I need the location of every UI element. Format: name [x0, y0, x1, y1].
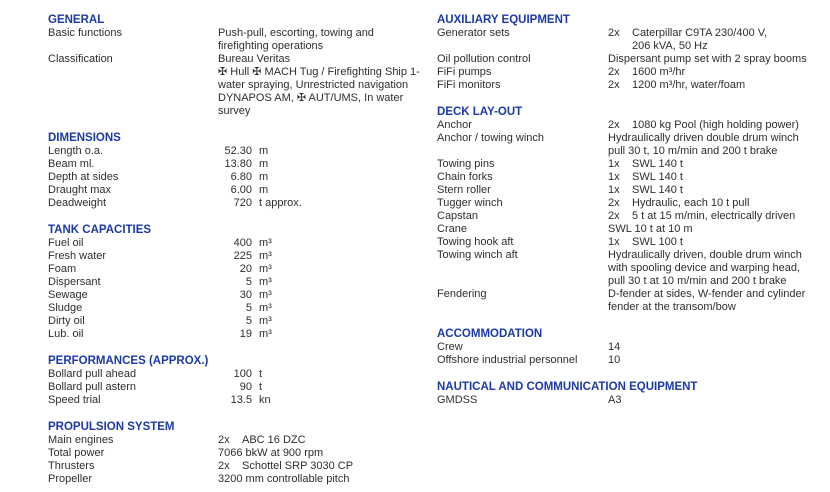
- spec-value-text: 7066 bkW at 900 rpm: [218, 447, 324, 459]
- spec-quantity: 1x: [608, 171, 620, 183]
- spec-row: [48, 53, 430, 118]
- spec-value-text: with spooling device and warping head,: [608, 262, 801, 274]
- spec-label: Basic functions: [48, 27, 122, 39]
- spec-section: [437, 328, 827, 367]
- spec-value-line: [218, 473, 430, 486]
- spec-value-line: [218, 53, 430, 66]
- spec-value-line: [608, 210, 827, 223]
- section-title: PERFORMANCES (APPROX.): [48, 355, 209, 367]
- spec-row: [437, 53, 827, 66]
- spec-section: [437, 106, 827, 314]
- spec-value-line: [608, 288, 827, 301]
- spec-value-text: 1200 m³/hr, water/foam: [632, 79, 746, 91]
- spec-quantity: 2x: [608, 210, 620, 222]
- spec-value-text: 10: [608, 354, 621, 366]
- spec-label: Sewage: [48, 289, 88, 301]
- spec-value: [608, 341, 827, 354]
- spec-value: [218, 447, 430, 460]
- spec-value: [608, 223, 827, 236]
- spec-row: [437, 249, 827, 288]
- spec-unit: m³: [259, 263, 272, 275]
- spec-label: Propeller: [48, 473, 93, 485]
- spec-row: [437, 132, 827, 158]
- spec-unit: t: [259, 381, 263, 393]
- spec-value-line: [608, 184, 827, 197]
- spec-value-line: [608, 171, 827, 184]
- spec-value-text: 3200 mm controllable pitch: [218, 473, 350, 485]
- spec-value: [218, 289, 430, 302]
- spec-value: [608, 288, 827, 314]
- spec-label: Depth at sides: [48, 171, 119, 183]
- spec-quantity: 2x: [218, 460, 230, 472]
- left-column: [48, 8, 430, 486]
- spec-value-text: 1600 m³/hr: [632, 66, 686, 78]
- spec-value-text: Bureau Veritas: [218, 53, 291, 65]
- spec-number: 13.80: [224, 158, 252, 170]
- section-title: DECK LAY-OUT: [437, 106, 523, 118]
- spec-value-text: 14: [608, 341, 621, 353]
- spec-value-text: ✠ Hull ✠ MACH Tug / Firefighting Ship 1-: [218, 66, 420, 78]
- spec-label: Main engines: [48, 434, 114, 446]
- spec-quantity: 1x: [608, 158, 620, 170]
- spec-unit: t approx.: [259, 197, 302, 209]
- spec-value-text: pull 30 t, 10 m/min and 200 t brake: [608, 145, 778, 157]
- spec-row: [48, 184, 430, 197]
- spec-row: [437, 288, 827, 314]
- spec-value: [218, 184, 430, 197]
- spec-label: FiFi pumps: [437, 66, 492, 78]
- spec-row: [437, 184, 827, 197]
- spec-quantity: 2x: [608, 197, 620, 209]
- spec-value: [218, 53, 430, 118]
- spec-label: Offshore industrial personnel: [437, 354, 578, 366]
- section-title: AUXILIARY EQUIPMENT: [437, 14, 570, 26]
- spec-value-text: SWL 140 t: [632, 184, 683, 196]
- spec-row: [437, 223, 827, 236]
- spec-value-text: Hydraulic, each 10 t pull: [632, 197, 750, 209]
- spec-value-text: Push-pull, escorting, towing and: [218, 27, 374, 39]
- spec-label: Bollard pull ahead: [48, 368, 137, 380]
- spec-row: [48, 276, 430, 289]
- spec-value: [218, 460, 430, 473]
- spec-row: [437, 341, 827, 354]
- spec-unit: m: [259, 171, 269, 183]
- spec-value-line: [218, 447, 430, 460]
- spec-row: [48, 394, 430, 407]
- spec-value-line: [608, 132, 827, 145]
- spec-value: [608, 236, 827, 249]
- spec-row: [437, 354, 827, 367]
- spec-number: 19: [239, 328, 252, 340]
- spec-quantity: 2x: [218, 434, 230, 446]
- spec-row: [437, 79, 827, 92]
- spec-quantity: 1x: [608, 184, 620, 196]
- spec-row: [437, 27, 827, 53]
- spec-label: Crane: [437, 223, 467, 235]
- spec-unit: m³: [259, 250, 272, 262]
- spec-label: Classification: [48, 53, 113, 65]
- spec-value: [608, 66, 827, 79]
- spec-value: [218, 276, 430, 289]
- section-title: ACCOMMODATION: [437, 328, 543, 340]
- spec-number: 400: [233, 237, 252, 249]
- spec-value: [608, 119, 827, 132]
- spec-unit: m³: [259, 237, 272, 249]
- spec-value: [218, 197, 430, 210]
- spec-value: [218, 145, 430, 158]
- spec-value-text: Caterpillar C9TA 230/400 V,: [632, 27, 768, 39]
- spec-unit: m³: [259, 315, 272, 327]
- spec-quantity: 1x: [608, 236, 620, 248]
- spec-row: [437, 394, 827, 407]
- spec-row: [48, 328, 430, 341]
- spec-row: [48, 447, 430, 460]
- spec-label: Foam: [48, 263, 77, 275]
- spec-number: 13.5: [230, 394, 252, 406]
- spec-value-text: water spraying, Unrestricted navigation: [218, 79, 409, 91]
- right-column: [437, 8, 827, 407]
- spec-row: [48, 171, 430, 184]
- spec-label: Dirty oil: [48, 315, 85, 327]
- spec-value-line: [218, 66, 430, 79]
- spec-section: [48, 355, 430, 407]
- spec-value-text: SWL 10 t at 10 m: [608, 223, 693, 235]
- spec-value-line: [218, 460, 430, 473]
- spec-value-text: survey: [218, 105, 251, 117]
- spec-value: [218, 315, 430, 328]
- spec-label: Lub. oil: [48, 328, 84, 340]
- spec-section: [437, 381, 827, 407]
- spec-value-line: [218, 105, 430, 118]
- spec-label: Towing winch aft: [437, 249, 518, 261]
- spec-value-line: [218, 79, 430, 92]
- spec-value-text: firefighting operations: [218, 40, 324, 52]
- section-title: NAUTICAL AND COMMUNICATION EQUIPMENT: [437, 381, 698, 393]
- spec-row: [437, 236, 827, 249]
- spec-row: [48, 197, 430, 210]
- spec-row: [437, 197, 827, 210]
- spec-value-line: [608, 249, 827, 262]
- spec-value: [608, 53, 827, 66]
- spec-number: 5: [245, 315, 252, 327]
- spec-label: Capstan: [437, 210, 478, 222]
- spec-value-text: Schottel SRP 3030 CP: [242, 460, 354, 472]
- spec-value-line: [608, 197, 827, 210]
- spec-value: [608, 210, 827, 223]
- spec-row: [48, 473, 430, 486]
- spec-value-text: Hydraulically driven double drum winch: [608, 132, 799, 144]
- spec-value: [218, 302, 430, 315]
- spec-label: Chain forks: [437, 171, 493, 183]
- section-title: TANK CAPACITIES: [48, 224, 152, 236]
- spec-value: [218, 328, 430, 341]
- spec-label: Total power: [48, 447, 105, 459]
- spec-unit: m³: [259, 328, 272, 340]
- spec-value-line: [608, 27, 827, 40]
- spec-value-text: fender at the transom/bow: [608, 301, 736, 313]
- spec-number: 100: [233, 368, 252, 380]
- spec-number: 30: [239, 289, 252, 301]
- spec-value: [218, 171, 430, 184]
- spec-row: [48, 289, 430, 302]
- spec-value-line: [608, 40, 827, 53]
- spec-value: [608, 249, 827, 288]
- spec-value-text: 5 t at 15 m/min, electrically driven: [632, 210, 796, 222]
- spec-row: [48, 302, 430, 315]
- spec-row: [48, 460, 430, 473]
- spec-value-line: [608, 275, 827, 288]
- spec-label: Crew: [437, 341, 463, 353]
- spec-label: Draught max: [48, 184, 111, 196]
- spec-label: Fuel oil: [48, 237, 84, 249]
- spec-value: [608, 354, 827, 367]
- spec-value-line: [218, 92, 430, 105]
- spec-value: [218, 434, 430, 447]
- spec-row: [437, 171, 827, 184]
- spec-value-line: [608, 158, 827, 171]
- spec-row: [48, 434, 430, 447]
- spec-value-text: Dispersant pump set with 2 spray booms: [608, 53, 807, 65]
- spec-unit: m: [259, 158, 269, 170]
- spec-value: [608, 158, 827, 171]
- spec-row: [437, 66, 827, 79]
- spec-value-text: SWL 140 t: [632, 171, 683, 183]
- spec-label: Length o.a.: [48, 145, 104, 157]
- spec-value: [608, 197, 827, 210]
- spec-number: 52.30: [224, 145, 252, 157]
- spec-section: [48, 224, 430, 341]
- spec-label: Oil pollution control: [437, 53, 531, 65]
- spec-value: [608, 27, 827, 53]
- spec-value-line: [608, 354, 827, 367]
- spec-value-line: [608, 145, 827, 158]
- spec-value: [218, 394, 430, 407]
- spec-label: Anchor / towing winch: [437, 132, 544, 144]
- spec-row: [437, 210, 827, 223]
- spec-unit: m: [259, 145, 269, 157]
- spec-value-line: [608, 394, 827, 407]
- spec-label: Deadweight: [48, 197, 107, 209]
- spec-label: Anchor: [437, 119, 472, 131]
- spec-value: [218, 381, 430, 394]
- spec-label: Fresh water: [48, 250, 107, 262]
- spec-number: 6.80: [230, 171, 252, 183]
- spec-label: Beam ml.: [48, 158, 95, 170]
- spec-value: [218, 158, 430, 171]
- spec-value-text: 206 kVA, 50 Hz: [632, 40, 708, 52]
- spec-section: [437, 14, 827, 92]
- spec-number: 5: [245, 276, 252, 288]
- spec-value: [608, 394, 827, 407]
- spec-unit: kn: [259, 394, 271, 406]
- spec-number: 6.00: [230, 184, 252, 196]
- spec-value-text: ABC 16 DZC: [242, 434, 306, 446]
- spec-value-line: [218, 27, 430, 40]
- spec-value-text: Hydraulically driven, double drum winch: [608, 249, 802, 261]
- spec-row: [48, 158, 430, 171]
- spec-value-text: D-fender at sides, W-fender and cylinder: [608, 288, 806, 300]
- spec-number: 5: [245, 302, 252, 314]
- spec-value-line: [608, 301, 827, 314]
- spec-value-line: [608, 236, 827, 249]
- spec-value-text: DYNAPOS AM, ✠ AUT/UMS, In water: [218, 92, 404, 104]
- section-title: PROPULSION SYSTEM: [48, 421, 175, 433]
- spec-value: [218, 368, 430, 381]
- spec-value-line: [608, 66, 827, 79]
- spec-unit: m³: [259, 276, 272, 288]
- spec-value: [218, 237, 430, 250]
- spec-quantity: 2x: [608, 66, 620, 78]
- spec-row: [48, 381, 430, 394]
- section-title: GENERAL: [48, 14, 105, 26]
- spec-value: [218, 250, 430, 263]
- spec-label: Fendering: [437, 288, 487, 300]
- spec-row: [48, 237, 430, 250]
- spec-section: [48, 132, 430, 210]
- spec-value-text: pull 30 t at 10 m/min and 200 t brake: [608, 275, 787, 287]
- spec-value-text: SWL 100 t: [632, 236, 683, 248]
- spec-row: [48, 315, 430, 328]
- spec-unit: m³: [259, 302, 272, 314]
- spec-value-text: 1080 kg Pool (high holding power): [632, 119, 799, 131]
- spec-label: Towing pins: [437, 158, 495, 170]
- spec-value-line: [218, 434, 430, 447]
- spec-value: [608, 171, 827, 184]
- spec-label: Thrusters: [48, 460, 95, 472]
- spec-row: [48, 263, 430, 276]
- spec-value: [218, 263, 430, 276]
- spec-label: FiFi monitors: [437, 79, 501, 91]
- spec-quantity: 2x: [608, 79, 620, 91]
- spec-row: [48, 145, 430, 158]
- spec-value: [608, 132, 827, 158]
- spec-label: Stern roller: [437, 184, 491, 196]
- spec-quantity: 2x: [608, 27, 620, 39]
- spec-value-line: [608, 341, 827, 354]
- spec-unit: m: [259, 184, 269, 196]
- spec-unit: t: [259, 368, 263, 380]
- spec-label: Tugger winch: [437, 197, 503, 209]
- spec-number: 20: [239, 263, 252, 275]
- spec-label: GMDSS: [437, 394, 478, 406]
- spec-value-text: A3: [608, 394, 622, 406]
- spec-label: Speed trial: [48, 394, 101, 406]
- spec-value: [608, 184, 827, 197]
- spec-row: [437, 158, 827, 171]
- spec-number: 720: [233, 197, 252, 209]
- spec-label: Dispersant: [48, 276, 101, 288]
- section-title: DIMENSIONS: [48, 132, 121, 144]
- spec-row: [48, 368, 430, 381]
- spec-section: [48, 421, 430, 486]
- spec-value: [218, 27, 430, 53]
- spec-quantity: 2x: [608, 119, 620, 131]
- spec-label: Sludge: [48, 302, 83, 314]
- spec-label: Generator sets: [437, 27, 510, 39]
- spec-value-line: [608, 79, 827, 92]
- spec-number: 225: [233, 250, 252, 262]
- spec-label: Bollard pull astern: [48, 381, 137, 393]
- spec-row: [437, 119, 827, 132]
- spec-value: [608, 79, 827, 92]
- spec-number: 90: [239, 381, 252, 393]
- spec-section: [48, 14, 430, 118]
- spec-row: [48, 250, 430, 263]
- spec-row: [48, 27, 430, 53]
- spec-value-text: SWL 140 t: [632, 158, 683, 170]
- spec-value-line: [608, 119, 827, 132]
- spec-value-line: [608, 223, 827, 236]
- spec-value: [218, 473, 430, 486]
- spec-value-line: [608, 262, 827, 275]
- spec-value-line: [218, 40, 430, 53]
- spec-value-line: [608, 53, 827, 66]
- spec-unit: m³: [259, 289, 272, 301]
- spec-label: Towing hook aft: [437, 236, 514, 248]
